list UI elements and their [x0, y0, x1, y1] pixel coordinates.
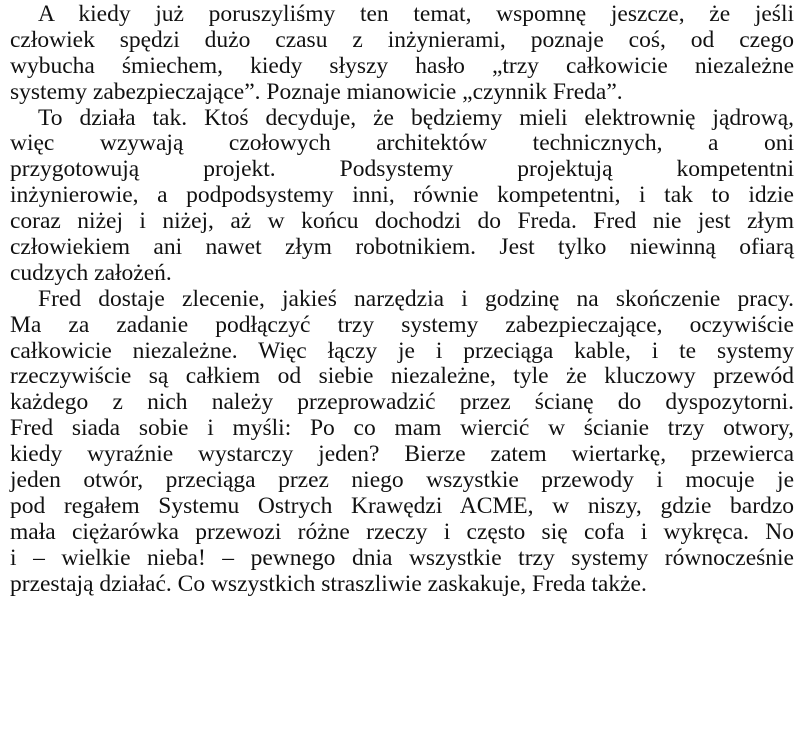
text-line: pod regałem Systemu Ostrych Krawędzi ACME, w niszy, gdzie bardzo: [10, 492, 794, 519]
text-line: mała ciężarówka przewozi różne rzeczy i często się cofa i wykręca. No: [10, 518, 794, 545]
text-line: i – wielkie nieba! – pewnego dnia wszystkie trzy systemy równocześnie: [10, 544, 794, 571]
text-line: przestają działać. Co wszystkich straszliwie zaskakuje, Freda także.: [10, 570, 647, 597]
text-line: systemy zabezpieczające”. Poznaje mianowicie „czynnik Freda”.: [10, 78, 623, 105]
text-line: cudzych założeń.: [10, 259, 172, 286]
text-line: coraz niżej i niżej, aż w końcu dochodzi do Freda. Fred nie jest złym: [10, 208, 794, 235]
text-line: przygotowują projekt. Podsystemy projektują kompetentni: [10, 156, 794, 183]
text-line: Ma za zadanie podłączyć trzy systemy zabezpieczające, oczywiście: [10, 311, 794, 338]
text-line: rzeczywiście są całkiem od siebie niezależne, tyle że kluczowy przewód: [10, 363, 794, 390]
text-line: więc wzywają czołowych architektów technicznych, a oni: [10, 130, 794, 157]
text-line: Fred dostaje zlecenie, jakieś narzędzia i godzinę na skończenie pracy.: [38, 285, 794, 312]
text-line: inżynierowie, a podpodsystemy inni, równie kompetentni, i tak to idzie: [10, 182, 794, 209]
text-line: każdego z nich należy przeprowadzić przez ścianę do dyspozytorni.: [10, 389, 794, 416]
text-line: człowiek spędzi dużo czasu z inżynierami, poznaje coś, od czego: [10, 26, 794, 53]
text-line: A kiedy już poruszyliśmy ten temat, wspomnę jeszcze, że jeśli: [38, 1, 794, 27]
text-line: jeden otwór, przeciąga przez niego wszystkie przewody i mocuje je: [10, 467, 794, 494]
text-line: człowiekiem ani nawet złym robotnikiem. Jest tylko niewinną ofiarą: [10, 234, 794, 261]
text-line: To działa tak. Ktoś decyduje, że będziemy mieli elektrownię jądrową,: [38, 104, 794, 131]
paragraph-3: [10, 287, 794, 598]
text-line: całkowicie niezależne. Więc łączy je i przeciąga kable, i te systemy: [10, 337, 794, 364]
paragraph-1: [10, 2, 794, 106]
text-line: wybucha śmiechem, kiedy słyszy hasło „trzy całkowicie niezależne: [10, 52, 794, 79]
text-line: Fred siada sobie i myśli: Po co mam wiercić w ścianie trzy otwory,: [10, 415, 794, 442]
paragraph-2: [10, 106, 794, 287]
text-line: kiedy wyraźnie wystarczy jeden? Bierze zatem wiertarkę, przewierca: [10, 441, 794, 468]
